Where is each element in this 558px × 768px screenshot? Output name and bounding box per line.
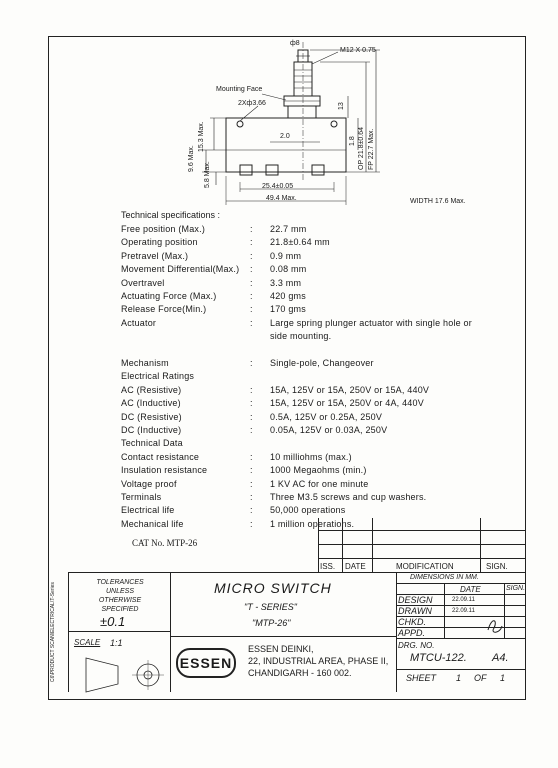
sheet-number: 1 xyxy=(456,673,462,683)
file-path-side-text: C6\PRODUCT SCAN\ELECTRICAL\T-Series xyxy=(50,582,56,682)
spec-label: Overtravel xyxy=(121,278,165,288)
spec-value: 22.7 mm xyxy=(270,224,307,234)
spec-value: 170 gms xyxy=(270,304,306,314)
spec-label: Operating position xyxy=(121,237,198,247)
spec-label: Release Force(Min.) xyxy=(121,304,207,314)
drawing-title: MICRO SWITCH xyxy=(214,580,332,596)
dim-49-4: 49.4 Max. xyxy=(266,195,297,202)
dim-thread: M12 X 0.75 xyxy=(340,47,376,54)
spec-colon: : xyxy=(250,479,253,489)
spec-colon: : xyxy=(250,358,253,368)
design-date: 22.09.11 xyxy=(452,597,475,603)
dim-holes: 2Xф3.66 xyxy=(238,100,266,107)
scale-label: SCALE xyxy=(74,638,101,647)
spec-label: Technical Data xyxy=(121,438,183,448)
spec-label: DC (Resistive) xyxy=(121,412,182,422)
dim-15-3: 15.3 Max. xyxy=(198,121,205,152)
spec-colon: : xyxy=(250,492,253,502)
spec-colon: : xyxy=(250,465,253,475)
spec-value: 1000 Megaohms (min.) xyxy=(270,465,367,475)
spec-label: Contact resistance xyxy=(121,452,200,462)
rev-modification-header: MODIFICATION xyxy=(396,562,454,571)
spec-label: Terminals xyxy=(121,492,162,502)
chkd-label: CHKD. xyxy=(398,617,427,627)
dim-phi8: ф8 xyxy=(290,40,300,47)
spec-value: Large spring plunger actuator with single hole or xyxy=(270,318,472,328)
spec-label: Electrical Ratings xyxy=(121,371,195,381)
dim-fp: FP 22.7 Max. xyxy=(368,128,375,170)
company-address-1: 22, INDUSTRIAL AREA, PHASE II, xyxy=(248,656,389,666)
spec-value: 0.05A, 125V or 0.03A, 250V xyxy=(270,425,388,435)
spec-value: 0.08 mm xyxy=(270,264,307,274)
sheet-of: OF xyxy=(474,673,487,683)
spec-value: 420 gms xyxy=(270,291,306,301)
dim-op: OP 21.8±0.64 xyxy=(358,126,365,170)
dimensions-note: DIMENSIONS IN MM. xyxy=(410,574,479,581)
company-name: ESSEN DEINKI, xyxy=(248,644,314,654)
drawn-label: DRAWN xyxy=(398,606,432,616)
spec-value: 0.5A, 125V or 0.25A, 250V xyxy=(270,412,383,422)
spec-label: Electrical life xyxy=(121,505,175,515)
spec-colon: : xyxy=(250,398,253,408)
spec-value: 0.9 mm xyxy=(270,251,302,261)
spec-colon: : xyxy=(250,237,253,247)
spec-colon: : xyxy=(250,224,253,234)
spec-colon: : xyxy=(250,425,253,435)
logo-text: ESSEN xyxy=(179,655,233,671)
spec-value: 10 milliohms (max.) xyxy=(270,452,352,462)
drawing-model: "MTP-26" xyxy=(252,618,291,628)
rev-iss-header: ISS. xyxy=(320,562,336,571)
spec-value: Three M3.5 screws and cup washers. xyxy=(270,492,427,502)
spec-colon: : xyxy=(250,385,253,395)
spec-label: Voltage proof xyxy=(121,479,177,489)
drawing-series: "T - SERIES" xyxy=(244,602,297,612)
essen-logo xyxy=(176,648,236,678)
spec-label: Pretravel (Max.) xyxy=(121,251,189,261)
sheet-total: 1 xyxy=(500,673,506,683)
appd-label: APPD. xyxy=(398,628,426,638)
spec-label: Mechanical life xyxy=(121,519,184,529)
dim-13: 13 xyxy=(338,102,345,110)
dim-9-6: 9.6 Max. xyxy=(188,145,195,172)
dim-1-8: 1.8 xyxy=(349,136,356,146)
spec-label: Insulation resistance xyxy=(121,465,208,475)
spec-colon: : xyxy=(250,412,253,422)
spec-value: 15A, 125V or 15A, 250V or 15A, 440V xyxy=(270,385,430,395)
drawn-date: 22.09.11 xyxy=(452,608,475,614)
spec-label: Mechanism xyxy=(121,358,169,368)
spec-value: 50,000 operations xyxy=(270,505,346,515)
spec-colon: : xyxy=(250,519,253,529)
drg-no: MTCU-122. xyxy=(410,652,467,664)
sign-header: SIGN. xyxy=(506,585,526,592)
spec-value: 1 KV AC for one minute xyxy=(270,479,369,489)
spec-colon: : xyxy=(250,291,253,301)
design-label: DESIGN xyxy=(398,595,433,605)
spec-colon: : xyxy=(250,452,253,462)
dim-5-8: 5.8 Max. xyxy=(204,161,211,188)
spec-colon: : xyxy=(250,505,253,515)
specs-heading: Technical specifications : xyxy=(121,210,221,220)
spec-value: 1 million operations. xyxy=(270,519,355,529)
tolerances-block: TOLERANCES UNLESS OTHERWISE SPECIFIED xyxy=(96,579,144,613)
sheet-label: SHEET xyxy=(406,673,437,683)
width-note: WIDTH 17.6 Max. xyxy=(410,198,466,205)
spec-label: AC (Inductive) xyxy=(121,398,181,408)
spec-colon: : xyxy=(250,318,253,328)
spec-value: 15A, 125V or 15A, 250V or 4A, 440V xyxy=(270,398,424,408)
dim-25-4: 25.4±0.05 xyxy=(262,183,294,190)
spec-value: side mounting. xyxy=(270,331,332,341)
company-address-2: CHANDIGARH - 160 002. xyxy=(248,668,352,678)
rev-sign-header: SIGN. xyxy=(486,562,508,571)
rev-date-header: DATE xyxy=(345,562,366,571)
spec-value: Single-pole, Changeover xyxy=(270,358,374,368)
mounting-face-label: Mounting Face xyxy=(216,86,263,93)
spec-label: Movement Differential(Max.) xyxy=(121,264,240,274)
spec-colon: : xyxy=(250,278,253,288)
spec-label: Actuator xyxy=(121,318,157,328)
spec-colon: : xyxy=(250,264,253,274)
dim-2-0: 2.0 xyxy=(280,133,290,140)
spec-value: 3.3 mm xyxy=(270,278,302,288)
cat-no: CAT No. MTP-26 xyxy=(132,538,198,548)
spec-label: Actuating Force (Max.) xyxy=(121,291,217,301)
spec-colon: : xyxy=(250,251,253,261)
spec-label: Free position (Max.) xyxy=(121,224,206,234)
spec-label: DC (Inductive) xyxy=(121,425,182,435)
spec-colon: : xyxy=(250,304,253,314)
sheet-size: A4. xyxy=(492,652,509,664)
spec-label: AC (Resistive) xyxy=(121,385,182,395)
tolerance-value: ±0.1 xyxy=(100,614,126,629)
drg-no-label: DRG. NO. xyxy=(398,641,435,650)
scale-value: 1:1 xyxy=(110,638,123,648)
date-header: DATE xyxy=(460,585,481,594)
spec-value: 21.8±0.64 mm xyxy=(270,237,330,247)
